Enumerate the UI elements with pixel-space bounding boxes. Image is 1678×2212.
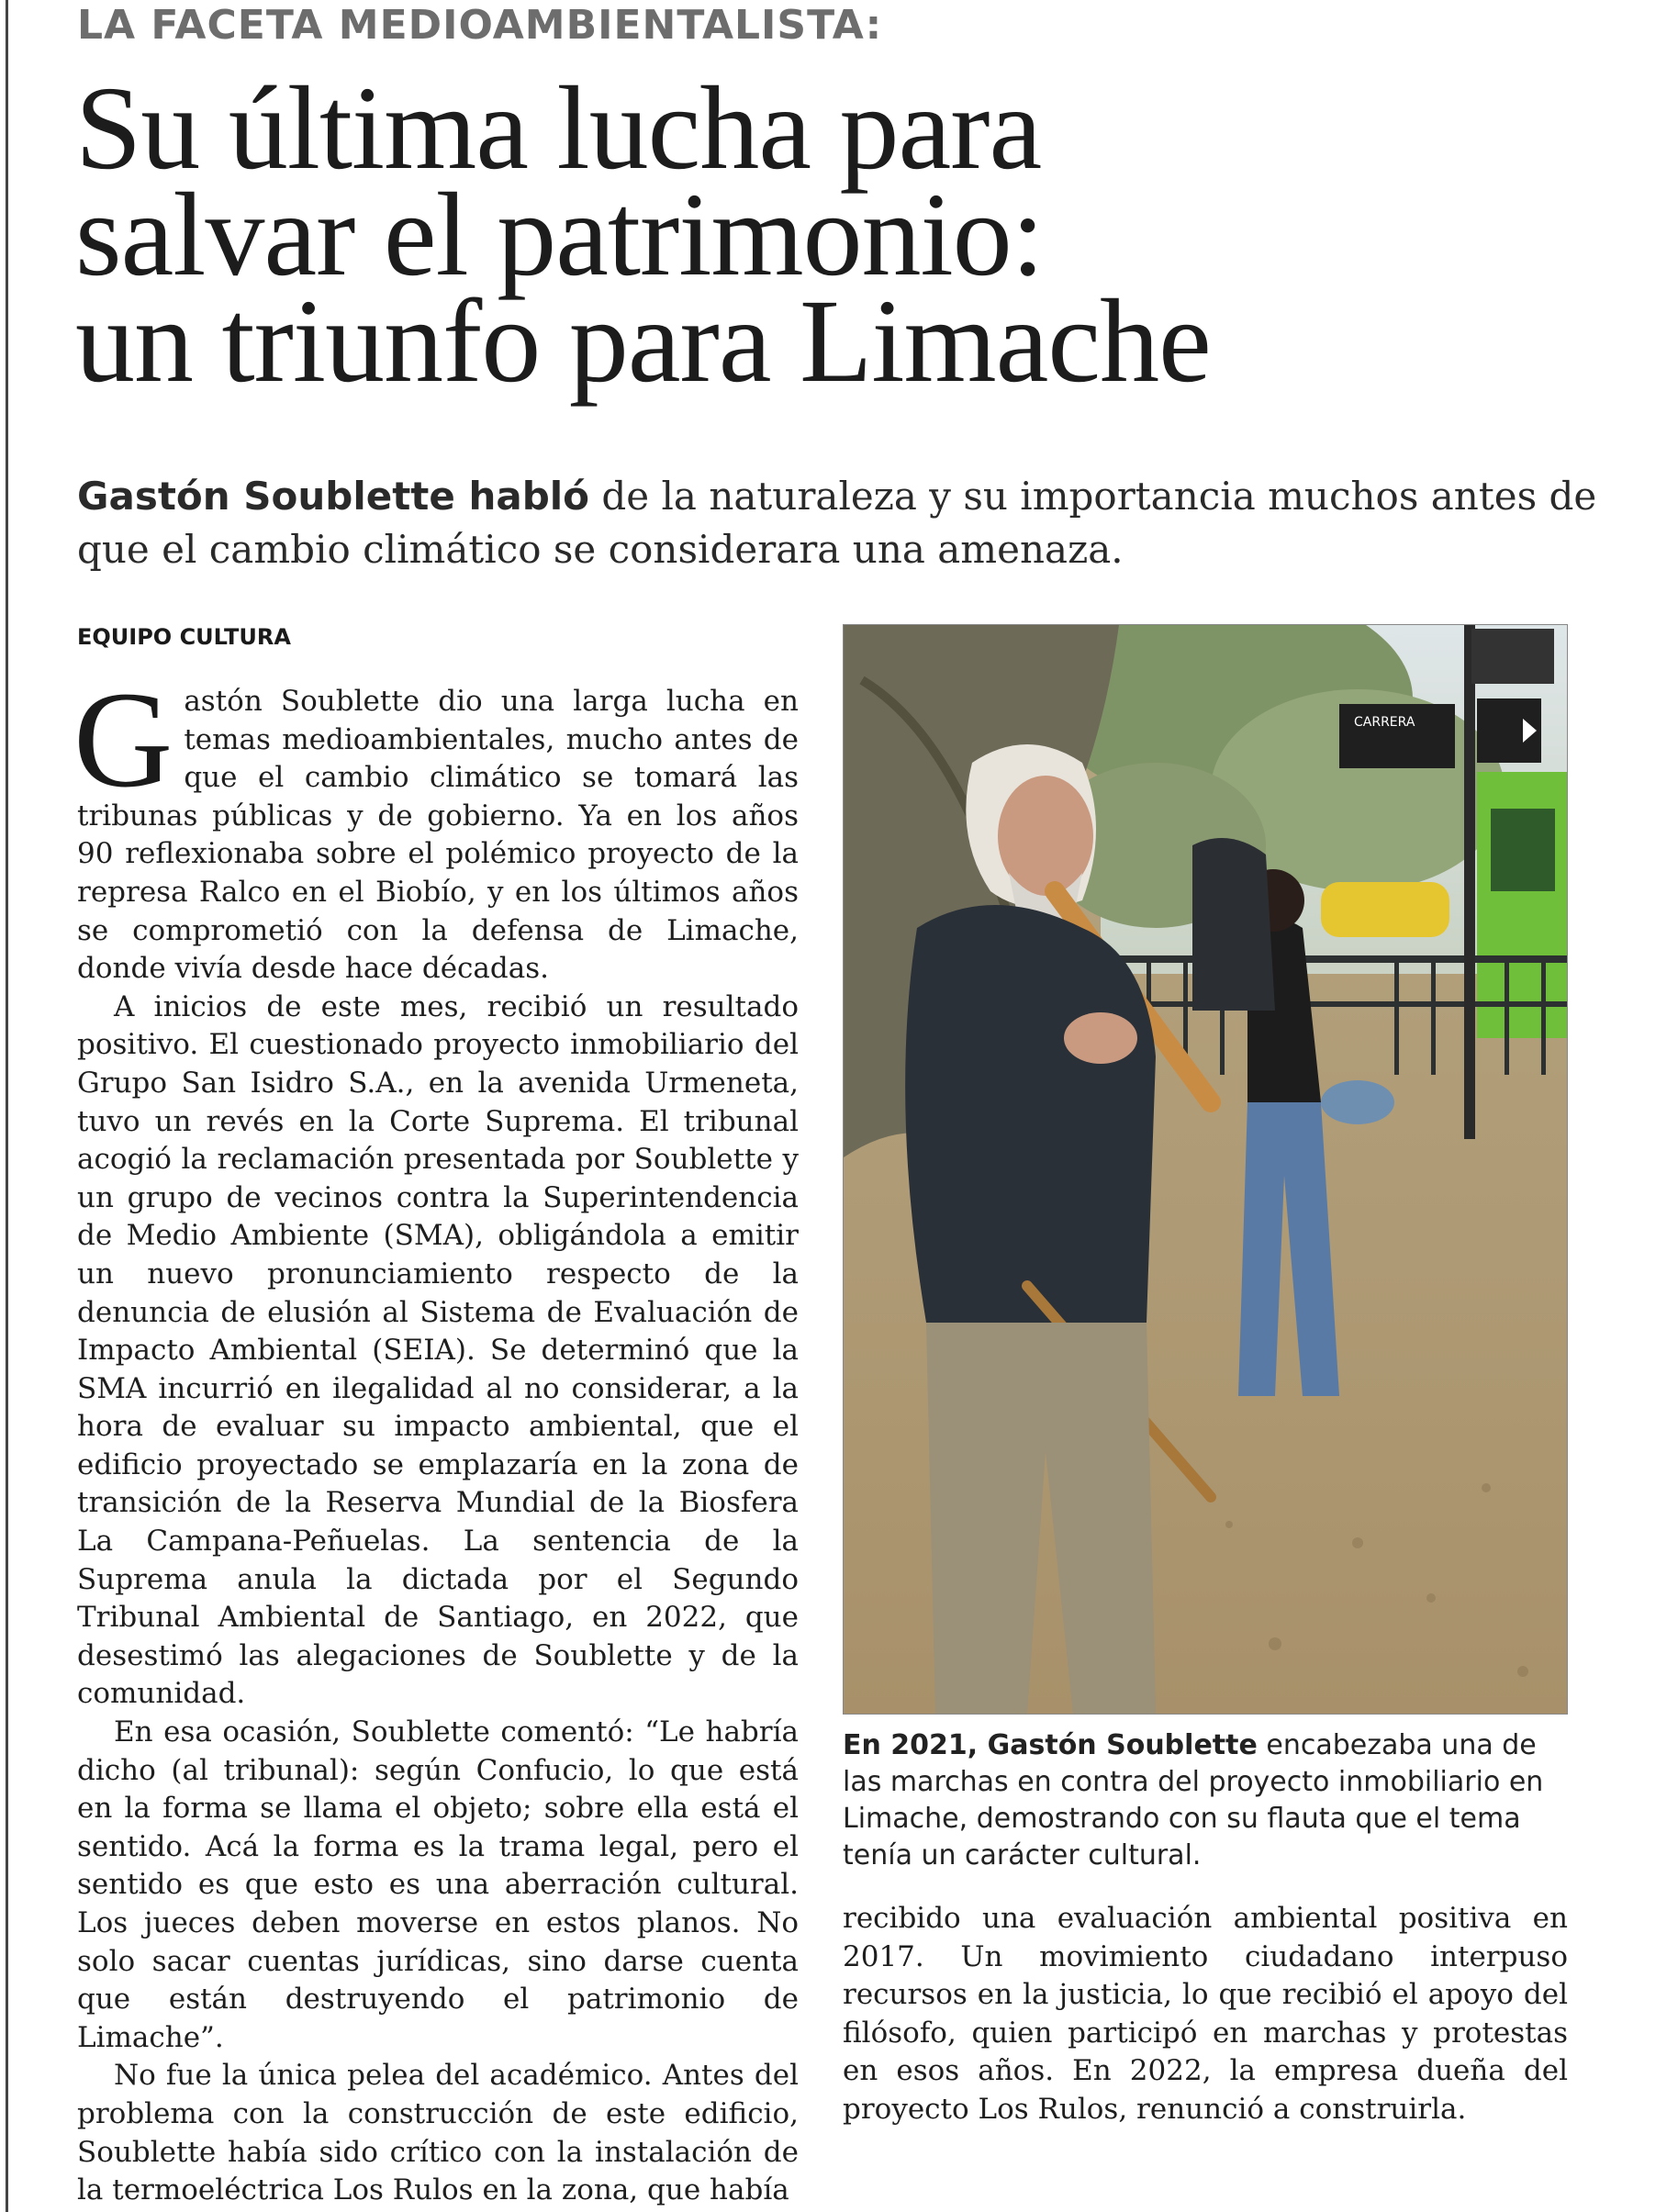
headline bbox=[75, 62, 1636, 408]
caption-text: encabezaba una de las marchas en contra del proyecto inmobiliario en Limache, demostrando con su flauta que el tema tenía un carácter cultural. bbox=[843, 1729, 1544, 1871]
kicker: LA FACETA MEDIOAMBIENTALISTA: bbox=[77, 2, 883, 49]
deck bbox=[77, 470, 1638, 576]
paragraph-4: No fue la única pelea del académico. Antes del problema con la construcción de este edificio, Soublette había sido crítico con la instalación de la termoeléctrica Los Rulos en la zona, que había bbox=[77, 2059, 799, 2207]
paragraph-3: En esa ocasión, Soublette comentó: “Le habría dicho (al tribunal): según Confucio, lo que está en la forma se llama el objeto; sobre ella está el sentido. Acá la forma es la trama legal, pero el sentido es que esto es una aberración cultural. Los jueces deben moverse en estos planos. No solo sacar cuentas jurídicas, sino darse cuenta que están destruyendo el patrimonio de Limache”. bbox=[77, 1715, 799, 2054]
drop-cap: G bbox=[73, 664, 173, 816]
caption-lead: En 2021, Gastón Soublette bbox=[843, 1729, 1258, 1761]
deck-lead: Gastón Soublette habló bbox=[77, 474, 590, 519]
paragraph-2: A inicios de este mes, recibió un resultado positivo. El cuestionado proyecto inmobiliario del Grupo San Isidro S.A., en la avenida Urmeneta, tuvo un revés en la Corte Suprema. El tribunal acogió la reclamación presentada por Soublette y un grupo de vecinos contra la Superintendencia de Medio Ambiente (SMA), obligándola a emitir un nuevo pronunciamiento respecto de la denuncia de elusión al Sistema de Evaluación de Impacto Ambiental (SEIA). Se determinó que la SMA incurrió en ilegalidad al no considerar, a la hora de evaluar su impacto ambiental, que el edificio proyectado se emplazaría en la zona de transición de la Reserva Mundial de la Biosfera La Campana-Peñuelas. La sentencia de la Suprema anula la dictada por el Segundo Tribunal Ambiental de Santiago, en 2022, que desestimó las alegaciones de Soublette y de la comunidad. bbox=[77, 989, 799, 1711]
byline: EQUIPO CULTURA bbox=[77, 624, 291, 650]
headline-line-1: Su última lucha para bbox=[75, 62, 1042, 195]
paragraph-5: recibido una evaluación ambiental positiva en 2017. Un movimiento ciudadano interpuso recursos en la justicia, lo que recibió el apoyo del filósofo, quien participó en marchas y protestas en esos años. En 2022, la empresa dueña del proyecto Los Rulos, renunció a construirla. bbox=[843, 1902, 1568, 2126]
deck-text: de la naturaleza y su importancia muchos antes de que el cambio climático se considerara una amenaza. bbox=[77, 474, 1597, 572]
article-body-left bbox=[73, 664, 799, 2210]
photo-caption bbox=[843, 1727, 1568, 1874]
street-sign-text: CARRERA bbox=[1354, 715, 1415, 730]
photo-illustration bbox=[844, 625, 1567, 1714]
column-rule bbox=[6, 0, 8, 2212]
headline-line-2: salvar el patrimonio: bbox=[75, 169, 1044, 301]
paragraph-1: Gastón Soublette dio una larga lucha en temas medioambientales, mucho antes de que el cambio climático se tomará las tribunas públicas y de gobierno. Ya en los años 90 reflexionaba sobre el polémico proyecto de la represa Ralco en el Biobío, y en los últimos años se comprometió con la defensa de Limache, donde vivía desde hace décadas. bbox=[73, 664, 799, 986]
article-body-right bbox=[843, 1900, 1568, 2129]
headline-line-3: un triunfo para Limache bbox=[75, 275, 1211, 408]
article-photo bbox=[843, 624, 1568, 1715]
